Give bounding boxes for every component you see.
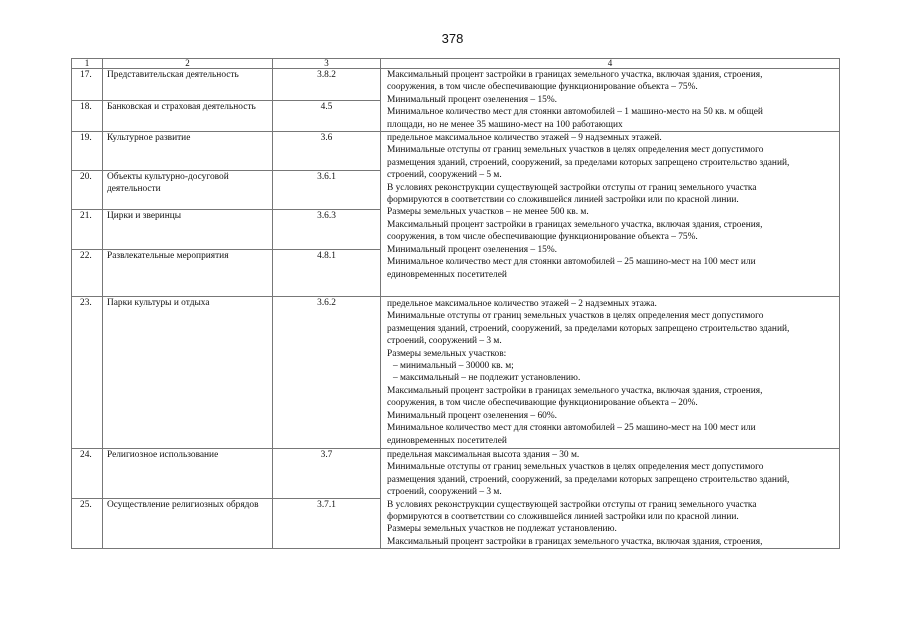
- use-type-name: Религиозное использование: [103, 449, 273, 499]
- regulation-line: Размеры земельных участков не подлежат установлению.: [387, 524, 617, 535]
- use-type-name: Цирки и зверинцы: [103, 210, 273, 250]
- regulation-line: Размеры земельных участков:: [387, 348, 507, 359]
- regulation-line: размещения зданий, строений, сооружений, за пределами которых запрещено строительство зданий,: [387, 323, 790, 334]
- use-type-code: 3.7.1: [273, 499, 381, 549]
- regulation-line: строений, сооружений – 5 м.: [387, 170, 502, 181]
- regulation-line: формируются в соответствии со сложившейся линией застройки или по красной линии.: [387, 512, 739, 523]
- regulation-line: Минимальные отступы от границ земельных участков в целях определения мест допустимого: [387, 311, 764, 322]
- regulation-line: размещения зданий, строений, сооружений, за пределами которых запрещено строительство зданий,: [387, 474, 790, 485]
- use-type-name: Культурное развитие: [103, 132, 273, 171]
- regulation-line: Минимальный процент озеленения – 15%.: [387, 94, 557, 105]
- use-type-code: 3.6.3: [273, 210, 381, 250]
- regulation-line: размещения зданий, строений, сооружений, за пределами которых запрещено строительство зданий,: [387, 157, 790, 168]
- row-number: 18.: [72, 101, 103, 132]
- use-type-name: Объекты культурно-досуговой деятельности: [103, 171, 273, 210]
- table-row: [72, 297, 840, 449]
- row-number: 21.: [72, 210, 103, 250]
- regulation-line: – минимальный – 30000 кв. м;: [393, 361, 514, 372]
- regulation-line: Размеры земельных участков – не менее 500 кв. м.: [387, 207, 589, 218]
- regulation-line: единовременных посетителей: [387, 435, 507, 446]
- regulation-text: [381, 449, 840, 549]
- use-type-name: Развлекательные мероприятия: [103, 250, 273, 297]
- regulation-line: Максимальный процент застройки в границах земельного участка, включая здания, строения,: [387, 219, 763, 230]
- regulation-line: строений, сооружений – 3 м.: [387, 487, 502, 498]
- column-header: 4: [381, 59, 840, 69]
- table-row: [72, 69, 840, 101]
- column-header: 2: [103, 59, 273, 69]
- regulation-line: единовременных посетителей: [387, 269, 507, 280]
- regulation-line: сооружения, в том числе обеспечивающие функционирование объекта – 75%.: [387, 82, 698, 93]
- regulation-line: формируются в соответствии со сложившейся линией застройки или по красной линии.: [387, 195, 739, 206]
- row-number: 23.: [72, 297, 103, 449]
- regulation-line: предельная максимальная высота здания – 30 м.: [387, 450, 580, 461]
- use-type-name: Представительская деятельность: [103, 69, 273, 101]
- regulation-text: [381, 132, 840, 297]
- regulation-line: предельное максимальное количество этажей – 2 надземных этажа.: [387, 299, 657, 310]
- table-row: [72, 449, 840, 499]
- regulation-line: строений, сооружений – 3 м.: [387, 336, 502, 347]
- page-number: 378: [441, 31, 464, 46]
- use-type-code: 3.8.2: [273, 69, 381, 101]
- regulation-line: Максимальный процент застройки в границах земельного участка, включая здания, строения,: [387, 536, 763, 547]
- regulation-line: Минимальный процент озеленения – 60%.: [387, 410, 557, 421]
- regulation-line: Минимальное количество мест для стоянки автомобилей – 1 машино-место на 50 кв. м общей: [387, 107, 763, 118]
- table-row: [72, 132, 840, 171]
- regulation-line: Максимальный процент застройки в границах земельного участка, включая здания, строения,: [387, 70, 763, 80]
- table-header-row: [72, 59, 840, 69]
- column-header: 3: [273, 59, 381, 69]
- regulation-line: Минимальное количество мест для стоянки автомобилей – 25 машино-мест на 100 мест или: [387, 423, 756, 434]
- row-number: 24.: [72, 449, 103, 499]
- zoning-regulations-table: [71, 58, 840, 549]
- row-number: 17.: [72, 69, 103, 101]
- regulation-line: Минимальные отступы от границ земельных участков в целях определения мест допустимого: [387, 145, 764, 156]
- row-number: 19.: [72, 132, 103, 171]
- use-type-code: 4.5: [273, 101, 381, 132]
- column-header: 1: [72, 59, 103, 69]
- regulation-line: Минимальное количество мест для стоянки автомобилей – 25 машино-мест на 100 мест или: [387, 257, 756, 268]
- regulation-line: – максимальный – не подлежит установлению.: [393, 373, 581, 384]
- regulation-line: Минимальные отступы от границ земельных участков в целях определения мест допустимого: [387, 462, 764, 473]
- regulation-line: сооружения, в том числе обеспечивающие функционирование объекта – 20%.: [387, 398, 698, 409]
- use-type-code: 3.6: [273, 132, 381, 171]
- regulation-line: В условиях реконструкции существующей застройки отступы от границ земельного участка: [387, 499, 757, 510]
- use-type-name: Банковская и страховая деятельность: [103, 101, 273, 132]
- row-number: 20.: [72, 171, 103, 210]
- use-type-name: Парки культуры и отдыха: [103, 297, 273, 449]
- row-number: 22.: [72, 250, 103, 297]
- use-type-code: 3.6.1: [273, 171, 381, 210]
- regulation-text: [381, 297, 840, 449]
- use-type-code: 4.8.1: [273, 250, 381, 297]
- regulation-line: предельное максимальное количество этажей – 9 надземных этажей.: [387, 133, 662, 144]
- regulation-line: сооружения, в том числе обеспечивающие функционирование объекта – 75%.: [387, 232, 698, 243]
- regulation-text: [381, 69, 840, 132]
- regulation-line: Максимальный процент застройки в границах земельного участка, включая здания, строения,: [387, 385, 763, 396]
- regulation-line: В условиях реконструкции существующей застройки отступы от границ земельного участка: [387, 182, 757, 193]
- use-type-code: 3.7: [273, 449, 381, 499]
- row-number: 25.: [72, 499, 103, 549]
- use-type-code: 3.6.2: [273, 297, 381, 449]
- use-type-name: Осуществление религиозных обрядов: [103, 499, 273, 549]
- regulation-line: площади, но не менее 35 машино-мест на 100 работающих: [387, 119, 623, 130]
- regulation-line: Минимальный процент озеленения – 15%.: [387, 244, 557, 255]
